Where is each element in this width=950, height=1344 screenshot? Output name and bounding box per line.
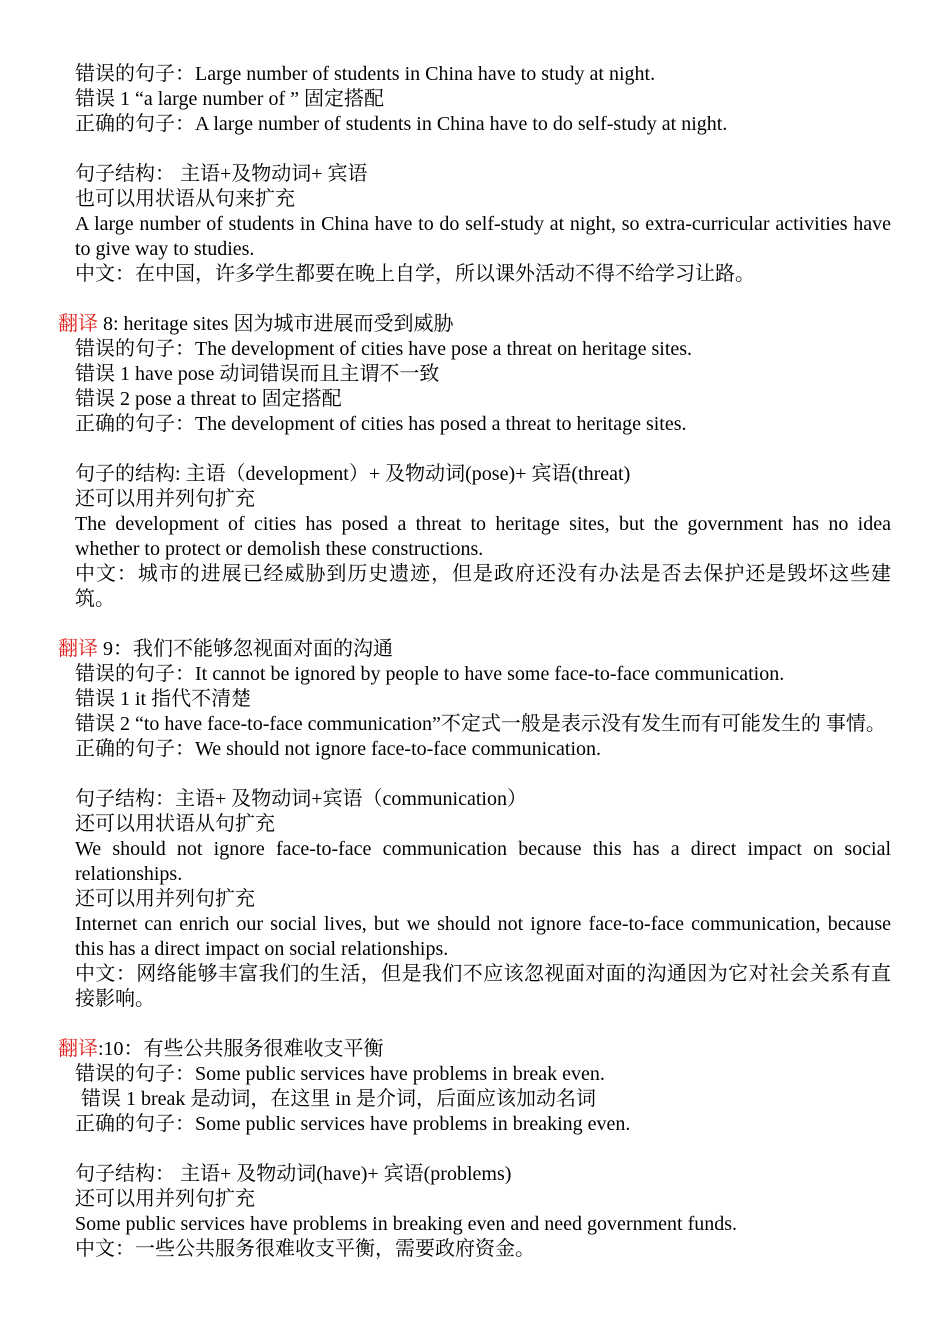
example-7: A large number of students in China have to do self-study at night, so extra-curricular activities have to give way to studies. [75, 213, 891, 260]
correct-sentence-8: 正确的句子：The development of cities has posed a threat to heritage sites. [75, 413, 687, 435]
correct-sentence-9: 正确的句子：We should not ignore face-to-face communication. [75, 738, 602, 760]
heading-title-8: 8: heritage sites 因为城市进展而受到威胁 [98, 313, 454, 335]
correct-sentence-10: 正确的句子：Some public services have problems in breaking even. [75, 1113, 631, 1135]
error-2-8: 错误 2 pose a threat to 固定搭配 [75, 388, 342, 410]
error-1-10: 错误 1 break 是动词，在这里 in 是介词，后面应该加动名词 [81, 1088, 596, 1110]
chinese-8: 中文：城市的进展已经威胁到历史遗迹，但是政府还没有办法是否去保护还是毁坏这些建筑。 [75, 563, 891, 610]
heading-label-9: 翻译 [58, 638, 98, 660]
correct-sentence-7: 正确的句子：A large number of students in China have to do self-study at night. [75, 113, 728, 135]
heading-label-8: 翻译 [58, 313, 98, 335]
wrong-sentence-9: 错误的句子：It cannot be ignored by people to have some face-to-face communication. [75, 663, 785, 685]
document-page [0, 62, 950, 1262]
structure-7: 句子结构： 主语+及物动词+ 宾语 [75, 163, 368, 185]
wrong-sentence-8: 错误的句子：The development of cities have pose a threat on heritage sites. [75, 338, 693, 360]
structure-10: 句子结构： 主语+ 及物动词(have)+ 宾语(problems) [75, 1163, 512, 1185]
wrong-sentence-7: 错误的句子：Large number of students in China have to study at night. [75, 63, 656, 85]
chinese-10: 中文：一些公共服务很难收支平衡，需要政府资金。 [75, 1238, 535, 1260]
expand-note-9b: 还可以用并列句扩充 [75, 888, 255, 910]
expand-note-10: 还可以用并列句扩充 [75, 1188, 255, 1210]
heading-title-10: :10：有些公共服务很难收支平衡 [98, 1038, 384, 1060]
expand-note-9a: 还可以用状语从句扩充 [75, 813, 275, 835]
example-8: The development of cities has posed a threat to heritage sites, but the government has no idea whether to protect or demolish these constructions. [75, 513, 891, 560]
translation-heading-10 [58, 1037, 950, 1062]
error-1-8: 错误 1 have pose 动词错误而且主谓不一致 [75, 363, 440, 385]
expand-note-8: 还可以用并列句扩充 [75, 488, 255, 510]
wrong-sentence-10: 错误的句子：Some public services have problems in break even. [75, 1063, 605, 1085]
example-9a: We should not ignore face-to-face communication because this has a direct impact on social relationships. [75, 838, 891, 885]
example-10: Some public services have problems in breaking even and need government funds. [75, 1213, 738, 1235]
chinese-9: 中文：网络能够丰富我们的生活，但是我们不应该忽视面对面的沟通因为它对社会关系有直接影响。 [75, 963, 891, 1010]
heading-label-10: 翻译 [58, 1038, 98, 1060]
translation-heading-9 [58, 637, 950, 662]
heading-title-9: 9：我们不能够忽视面对面的沟通 [98, 638, 393, 660]
error-1-7: 错误 1 “a large number of ” 固定搭配 [75, 88, 384, 110]
chinese-7: 中文：在中国，许多学生都要在晚上自学，所以课外活动不得不给学习让路。 [75, 263, 755, 285]
error-1-9: 错误 1 it 指代不清楚 [75, 688, 252, 710]
error-2-9: 错误 2 “to have face-to-face communication”不定式一般是表示没有发生而有可能发生的 事情。 [75, 713, 886, 735]
expand-note-7: 也可以用状语从句来扩充 [75, 188, 295, 210]
translation-heading-8 [58, 312, 950, 337]
example-9b: Internet can enrich our social lives, but we should not ignore face-to-face communication, because this has a direct impact on social relationships. [75, 913, 891, 960]
structure-9: 句子结构：主语+ 及物动词+宾语（communication） [75, 788, 527, 810]
structure-8: 句子的结构: 主语（development）+ 及物动词(pose)+ 宾语(threat) [75, 463, 631, 485]
